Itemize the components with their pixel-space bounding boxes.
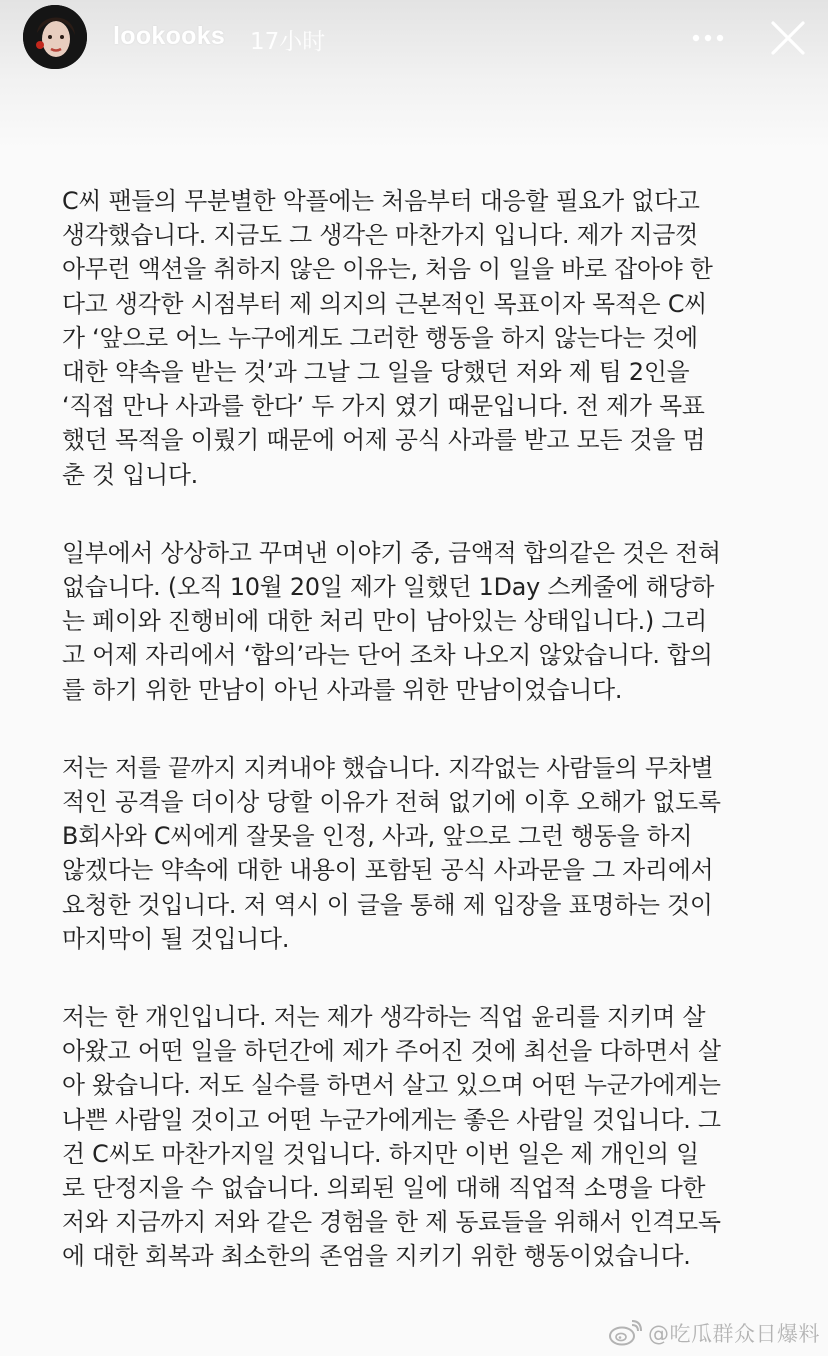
paragraph-1 xyxy=(62,184,782,492)
text-line: 저는 한 개인입니다. 저는 제가 생각하는 직업 윤리를 지키며 살 xyxy=(62,1003,706,1032)
text-line: 적인 공격을 더이상 당할 이유가 전혀 없기에 이후 오해가 없도록 xyxy=(62,788,721,817)
text-line: B회사와 C씨에게 잘못을 인정, 사과, 앞으로 그런 행동을 하지 xyxy=(62,822,693,851)
text-line: 로 단정지을 수 없습니다. 의뢰된 일에 대해 직업적 소명을 다한 xyxy=(62,1174,706,1203)
close-icon xyxy=(764,14,812,62)
text-line: 일부에서 상상하고 꾸며낸 이야기 중, 금액적 합의같은 것은 전혀 xyxy=(62,538,721,567)
text-line: 마지막이 될 것입니다. xyxy=(62,924,290,953)
text-line: 생각했습니다. 지금도 그 생각은 마찬가지 입니다. 제가 지금껏 xyxy=(62,221,698,250)
close-button[interactable] xyxy=(764,14,812,62)
username[interactable]: lookooks xyxy=(113,22,226,50)
text-line: 는 페이와 진행비에 대한 처리 만이 남아있는 상태입니다.) 그리 xyxy=(62,607,708,636)
text-line: 에 대한 회복과 최소한의 존엄을 지키기 위한 행동이었습니다. xyxy=(62,1242,691,1271)
more-horizontal-icon xyxy=(684,18,732,58)
avatar-image xyxy=(23,5,87,69)
text-line: 춘 것 입니다. xyxy=(62,460,199,489)
text-line: 가 ‘앞으로 어느 누구에게도 그러한 행동을 하지 않는다는 것에 xyxy=(62,323,698,352)
text-line: 나쁜 사람일 것이고 어떤 누군가에게는 좋은 사람일 것입니다. 그 xyxy=(62,1105,721,1134)
text-line: 아왔고 어떤 일을 하던간에 제가 주어진 것에 최선을 다하면서 살 xyxy=(62,1037,721,1066)
paragraph-4 xyxy=(62,1000,782,1274)
weibo-logo-icon xyxy=(608,1319,642,1347)
text-line: 를 하기 위한 만남이 아닌 사과를 위한 만남이었습니다. xyxy=(62,675,623,704)
post-time: 17小时 xyxy=(250,29,326,55)
watermark xyxy=(608,1318,820,1348)
text-line: 건 C씨도 마찬가지일 것입니다. 하지만 이번 일은 제 개인의 일 xyxy=(62,1139,699,1168)
text-line: 않겠다는 약속에 대한 내용이 포함된 공식 사과문을 그 자리에서 xyxy=(62,856,714,885)
text-line: 저는 저를 끝까지 지켜내야 했습니다. 지각없는 사람들의 무차별 xyxy=(62,753,714,782)
paragraph-2 xyxy=(62,536,782,707)
story-header xyxy=(0,0,828,80)
story-text-block xyxy=(62,184,782,1318)
more-options-button[interactable] xyxy=(684,18,732,58)
text-line: 아 왔습니다. 저도 실수를 하면서 살고 있으며 어떤 누군가에게는 xyxy=(62,1071,721,1100)
watermark-text: @吃瓜群众日爆料 xyxy=(648,1322,820,1346)
text-line: ‘직접 만나 사과를 한다’ 두 가지 였기 때문입니다. 전 제가 목표 xyxy=(62,392,705,421)
text-line: 저와 지금까지 저와 같은 경험을 한 제 동료들을 위해서 인격모독 xyxy=(62,1208,721,1237)
text-line: 아무런 액션을 취하지 않은 이유는, 처음 이 일을 바로 잡아야 한 xyxy=(62,255,713,284)
avatar[interactable] xyxy=(23,5,87,69)
text-line: 했던 목적을 이뤘기 때문에 어제 공식 사과를 받고 모든 것을 멈 xyxy=(62,426,706,455)
text-line: 고 어제 자리에서 ‘합의’라는 단어 조차 나오지 않았습니다. 합의 xyxy=(62,641,713,670)
text-line: C씨 팬들의 무분별한 악플에는 처음부터 대응할 필요가 없다고 xyxy=(62,187,700,215)
text-line: 다고 생각한 시점부터 제 의지의 근본적인 목표이자 목적은 C씨 xyxy=(62,289,708,318)
paragraph-3 xyxy=(62,751,782,956)
text-line: 요청한 것입니다. 저 역시 이 글을 통해 제 입장을 표명하는 것이 xyxy=(62,890,713,919)
text-line: 대한 약속을 받는 것’과 그날 그 일을 당했던 저와 제 팀 2인을 xyxy=(62,358,690,387)
text-line: 없습니다. (오직 10월 20일 제가 일했던 1Day 스케줄에 해당하 xyxy=(62,573,715,602)
